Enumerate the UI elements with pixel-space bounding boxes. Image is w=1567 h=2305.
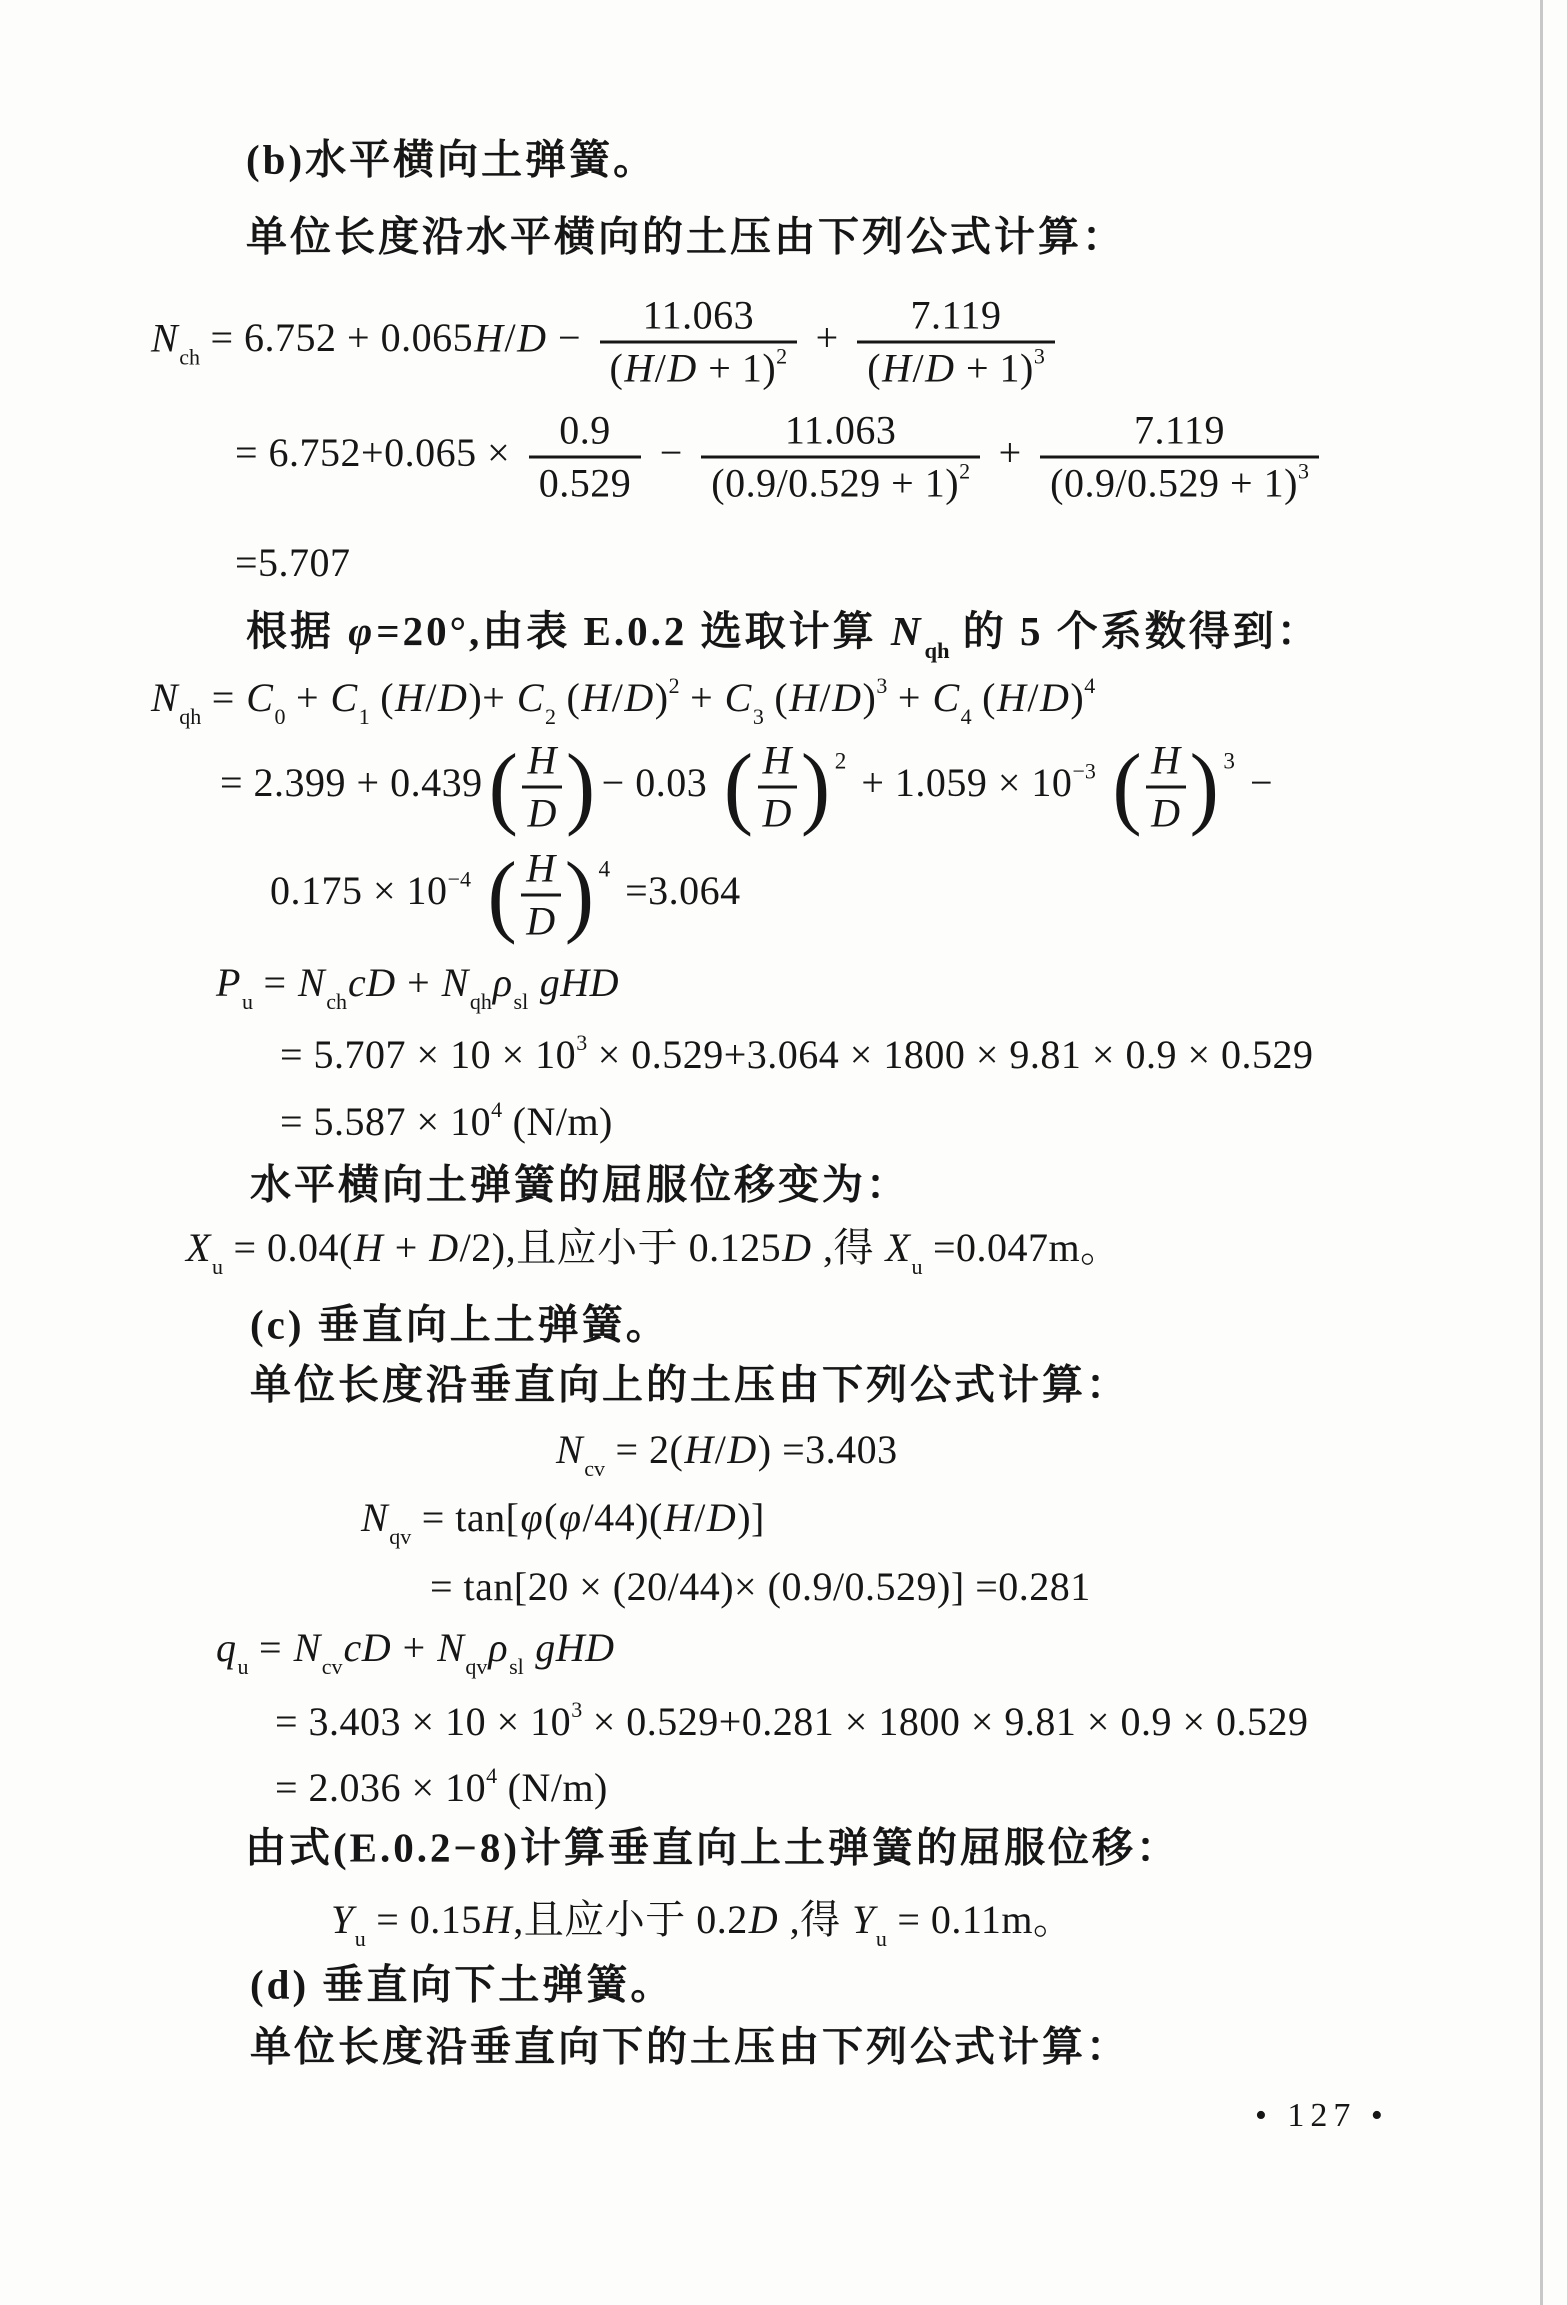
formula-nqh-symbolic: $N_{qh} = C_0 + C_1$ $(H/D)+ C_2$ $(H/D)^2 + C_3$ $(H/D)^3 + C_4$ $(H/D)^4$ <box>151 673 1096 729</box>
formula-qu-numeric: = $3.403 \times 10 \times 10^3 \times 0.529+0.281 \times 1800 \times 9.81 \times 0.9 \times 0.529$ <box>275 1697 1309 1744</box>
formula-nqv-numeric: = tan[20 × (20/44)× (0.9/0.529)] =0.281 <box>430 1564 1091 1609</box>
formula-pu-result: = $5.587 \times 10^4$ (N/m) <box>280 1097 613 1144</box>
para-yield-displacement-h: 水平横向土弹簧的屈服位移变为： <box>250 1161 910 1208</box>
fraction-bar <box>600 341 798 344</box>
fraction-bar <box>529 456 642 459</box>
fraction: $\frac{11.063}{(H/D + 1)^2}$ <box>600 295 798 390</box>
fraction-bar <box>521 894 560 897</box>
fraction: $\frac{7.119}{(0.9/0.529 + 1)^3}$ <box>1040 410 1319 505</box>
fraction-bar <box>1146 786 1185 789</box>
formula-nqh-numeric-1: = 2.399 + 0.439 ( $\frac{H}{D}$ ) − 0.03 ( $\frac{H}{D}$ ) 2 + $1.059 \times 10^{-3}$ ( $\frac{H}{D}$ ) 3 − <box>220 735 1274 838</box>
formula-ncv: $N_{cv} = 2(H/D) =3.403$ <box>556 1426 898 1481</box>
formula-nch-result: =5.707 <box>235 540 351 585</box>
fraction-bar <box>857 341 1055 344</box>
formula-nqv-symbolic: $N_{qv} = \tan[\varphi(\varphi/44)(H/D)]$ <box>361 1494 765 1549</box>
parenthesized-fraction: ( $\frac{H}{D}$ ) 3 <box>1112 735 1236 838</box>
fraction: $\frac{11.063}{(0.9/0.529 + 1)^2}$ <box>701 410 980 505</box>
section-d-heading: (d) 垂直向下土弹簧。 <box>250 1961 675 2008</box>
formula-qu-symbolic: $q_u = N_{cv}cD + N_{qv}\rho_{sl}$ gHD <box>216 1624 615 1679</box>
section-c-heading: (c) 垂直向上土弹簧。 <box>250 1301 670 1348</box>
fraction: $\frac{0.9}{0.529}$ <box>529 410 642 505</box>
formula-pu-numeric: = $5.707 \times 10 \times 10^3 \times 0.529+3.064 \times 1800 \times 9.81 \times 0.9 \times 0.529$ <box>280 1030 1314 1077</box>
para-coefficients: 根据 φ=20°,由表 E.0.2 选取计算 $N_{qh}$ 的 5 个系数得到： <box>246 607 1321 664</box>
formula-pu-symbolic: $P_u = N_{ch}cD + N_{qh}\rho_{sl}$ gHD <box>216 959 620 1014</box>
fraction-bar <box>522 786 561 789</box>
fraction-bar <box>1040 456 1319 459</box>
formula-xu: $X_u = 0.04(H + D/2)$,且应小于 0.125D ,得 $X_u =0.047m$。 <box>186 1224 1121 1279</box>
parenthesized-fraction: ( $\frac{H}{D}$ ) 4 <box>487 843 611 946</box>
formula-qu-result: = $2.036 \times 10^4$ (N/m) <box>275 1763 608 1810</box>
scan-edge-line <box>1540 0 1543 2305</box>
parenthesized-fraction: ( $\frac{H}{D}$ ) 2 <box>723 735 847 838</box>
fraction-bar <box>758 786 797 789</box>
para-c-intro: 单位长度沿垂直向上的土压由下列公式计算： <box>250 1361 1130 1408</box>
section-b-heading: (b)水平横向土弹簧。 <box>246 136 658 183</box>
para-b-intro: 单位长度沿水平横向的土压由下列公式计算： <box>246 213 1126 260</box>
para-yield-displacement-v: 由式(E.0.2−8)计算垂直向上土弹簧的屈服位移： <box>245 1824 1181 1871</box>
formula-yu: $Y_u = 0.15H$,且应小于 0.2D ,得 $Y_u = 0.11m$。 <box>331 1896 1074 1951</box>
parenthesized-fraction: ( $\frac{H}{D}$ ) <box>488 735 596 838</box>
formula-nqh-numeric-2: $0.175 \times 10^{-4}$ ( $\frac{H}{D}$ ) 4 =3.064 <box>270 843 741 946</box>
para-d-intro: 单位长度沿垂直向下的土压由下列公式计算： <box>250 2023 1130 2070</box>
page-number: • 127 • <box>1255 2097 1389 2134</box>
fraction: $\frac{7.119}{(H/D + 1)^3}$ <box>857 295 1055 390</box>
fraction-bar <box>701 456 980 459</box>
formula-nch-numeric: = 6.752+0.065 × $\frac{0.9}{0.529}$ − $\frac{11.063}{(0.9/0.529 + 1)^2}$ + $\frac{7.119}{(0.9/0.529 + 1)^3}$ <box>235 410 1327 505</box>
formula-nch-symbolic: $N_{ch} = 6.752 + 0.065H/D$ − $\frac{11.063}{(H/D + 1)^2}$ + $\frac{7.119}{(H/D + 1)^3}$ <box>150 295 1063 390</box>
